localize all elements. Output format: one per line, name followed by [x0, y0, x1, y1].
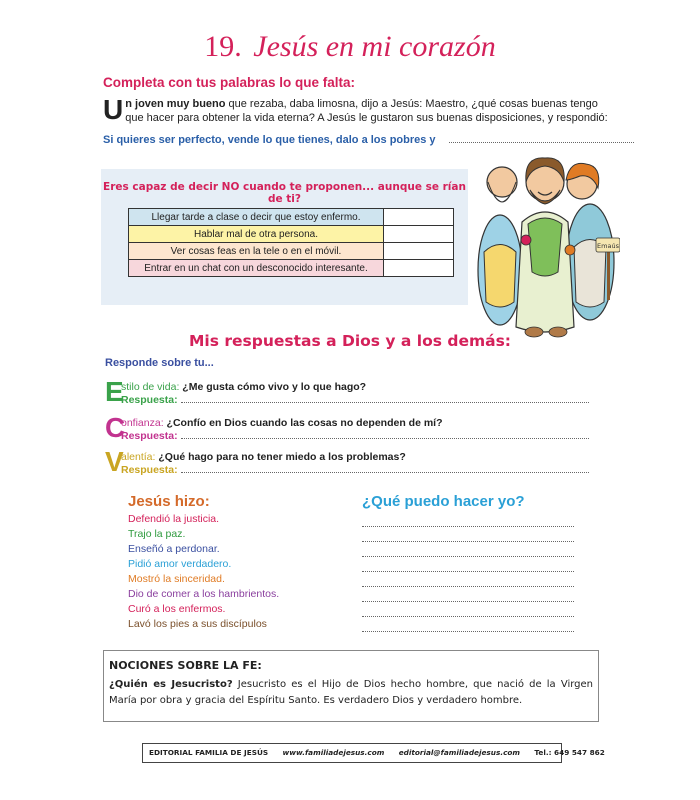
jesus-hizo-list	[128, 512, 279, 632]
list-item: Dio de comer a los hambrientos.	[128, 588, 280, 600]
answer-blank[interactable]	[362, 617, 574, 632]
question-letter: V	[105, 446, 124, 477]
answer-blank[interactable]	[362, 572, 574, 587]
footer	[142, 743, 605, 763]
lesson-title: Jesús en mi corazón	[253, 30, 496, 63]
jesus-hizo-heading: Jesús hizo:	[128, 493, 210, 510]
question-line	[121, 417, 443, 429]
question-line	[121, 451, 406, 463]
option-answer-box[interactable]	[384, 226, 454, 243]
list-item: Trajo la paz.	[128, 528, 186, 540]
say-no-table	[128, 208, 454, 277]
answer-line	[121, 394, 589, 406]
answer-blank[interactable]	[362, 602, 574, 617]
answer-label: Respuesta:	[121, 394, 178, 406]
faith-text	[109, 677, 593, 709]
question-text: ¿Qué hago para no tener miedo a los problemas?	[155, 451, 406, 463]
table-row	[129, 243, 454, 260]
answers-section-title: Mis respuestas a Dios y a los demás:	[189, 332, 511, 350]
table-row	[129, 226, 454, 243]
question-text: ¿Me gusta cómo vivo y lo que hago?	[179, 381, 367, 393]
responde-label: Responde sobre tu...	[105, 357, 214, 369]
question-estilo	[105, 378, 595, 412]
option-label: Entrar en un chat con un desconocido interesante.	[129, 260, 384, 277]
question-line	[121, 381, 366, 393]
question-valentia	[105, 448, 595, 482]
question-confianza	[105, 414, 595, 448]
question-label: stilo de vida:	[121, 381, 180, 393]
drop-cap-letter: U	[103, 94, 124, 125]
table-row	[129, 209, 454, 226]
say-no-box	[101, 169, 468, 305]
list-item: Lavó los pies a sus discípulos	[128, 618, 267, 630]
answer-blank[interactable]	[181, 464, 589, 473]
option-answer-box[interactable]	[384, 260, 454, 277]
answer-blank[interactable]	[181, 430, 589, 439]
faith-notions-box	[103, 650, 599, 722]
footer-email[interactable]: editorial@familiadejesus.com	[398, 748, 521, 757]
fill-in-sentence	[103, 134, 634, 146]
answer-label: Respuesta:	[121, 430, 178, 442]
option-answer-box[interactable]	[384, 243, 454, 260]
answer-label: Respuesta:	[121, 464, 178, 476]
sign-text: Emaús	[597, 242, 619, 250]
fill-in-text: Si quieres ser perfecto, vende lo que tienes, dalo a los pobres y	[103, 134, 436, 146]
faith-heading: NOCIONES SOBRE LA FE:	[109, 659, 262, 672]
answer-blank[interactable]	[362, 527, 574, 542]
story-paragraph	[103, 94, 608, 125]
say-no-question: Eres capaz de decir NO cuando te proponen... aunque se rían de ti?	[103, 181, 466, 205]
question-letter: E	[105, 376, 124, 407]
list-item: Mostró la sinceridad.	[128, 573, 225, 585]
option-label: Llegar tarde a clase o decir que estoy enfermo.	[129, 209, 384, 226]
question-label: onfianza:	[121, 417, 164, 429]
option-label: Ver cosas feas en la tele o en el móvil.	[129, 243, 384, 260]
answer-blank[interactable]	[362, 557, 574, 572]
list-item: Pidió amor verdadero.	[128, 558, 232, 570]
list-item: Enseñó a perdonar.	[128, 543, 220, 555]
question-text: ¿Confío en Dios cuando las cosas no dependen de mí?	[163, 417, 443, 429]
option-answer-box[interactable]	[384, 209, 454, 226]
answer-blank[interactable]	[362, 512, 574, 527]
footer-website[interactable]: www.familiadejesus.com	[282, 748, 385, 757]
page-title	[0, 30, 700, 64]
list-item: Defendió la justicia.	[128, 513, 220, 525]
list-item: Curó a los enfermos.	[128, 603, 226, 615]
table-row	[129, 260, 454, 277]
answer-line	[121, 464, 589, 476]
question-letter: C	[105, 412, 126, 443]
question-label: alentía:	[121, 451, 156, 463]
footer-phone: Tel.: 649 547 862	[534, 748, 605, 757]
jesus-disciples-illustration	[470, 152, 620, 342]
que-puedo-list	[362, 512, 574, 632]
lesson-number: 19.	[204, 30, 242, 63]
faith-answer: Jesucristo es el Hijo de Dios hecho hombre, que nació de la Virgen María por obra y gracia del Espíritu Santo. Es verdadero Dios y verdadero hombre.	[109, 679, 593, 706]
answer-blank[interactable]	[362, 587, 574, 602]
option-label: Hablar mal de otra persona.	[129, 226, 384, 243]
faith-question: ¿Quién es Jesucristo?	[109, 679, 233, 690]
fill-in-blank[interactable]	[449, 134, 634, 143]
footer-publisher: EDITORIAL FAMILIA DE JESÚS	[149, 748, 269, 757]
paragraph-text: que rezaba, daba limosna, dijo a Jesús: Maestro, ¿qué cosas buenas tengo que hacer para obtener la vida eterna? A Jesús le gustaron sus buenas disposiciones, y respondió:	[125, 98, 608, 124]
paragraph-bold-start: n joven muy bueno	[125, 98, 226, 110]
answer-blank[interactable]	[181, 394, 589, 403]
completion-instruction: Completa con tus palabras lo que falta:	[103, 75, 356, 90]
answer-line	[121, 430, 589, 442]
que-puedo-heading: ¿Qué puedo hacer yo?	[362, 493, 525, 510]
answer-blank[interactable]	[362, 542, 574, 557]
